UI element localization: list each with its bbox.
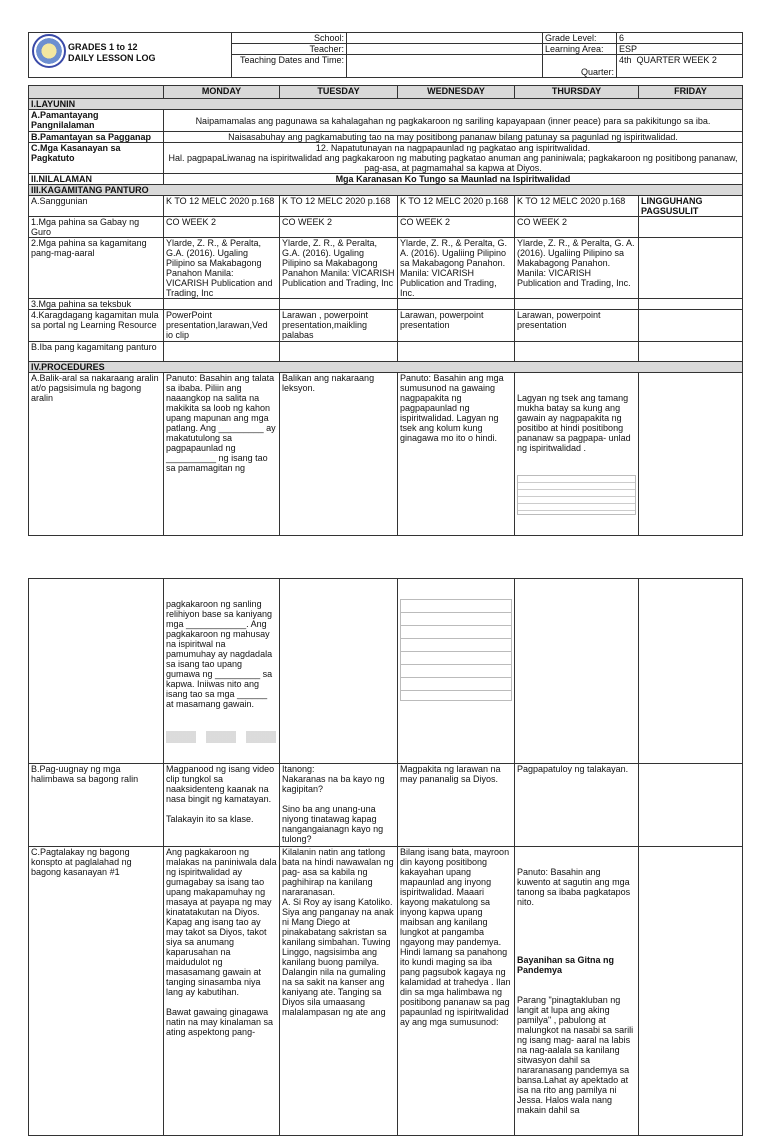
pagtalakay-thursday (515, 847, 639, 1136)
sanggunian-wednesday: K TO 12 MELC 2020 p.168 (398, 196, 515, 217)
pamantayan-sa-pagganap-label: B.Pamantayan sa Pagganap (29, 132, 164, 143)
learning-resource-tuesday: Larawan , powerpoint presentation,maikling palabas (280, 310, 398, 342)
gabay-monday: CO WEEK 2 (164, 217, 280, 238)
balik-aral-friday-continued (639, 579, 743, 764)
kasanayan-sa-pagkatuto-text: 12. Napatutunayan na nagpapaunlad ng pagkatao ang ispiritwalidad. Hal. pagpapaLiwanag na ispiritwalidad ang pagkakaroon ng mabuting pagkatao anuman ang paniniwala; pagkakaroon ng positibong pananaw, pag-asa, at pagmamahal sa kapwa at Diyos. (164, 143, 743, 174)
balik-aral-friday (639, 373, 743, 536)
pag-uugnay-wednesday: Magpakita ng larawan na may pananalig sa Diyos. (398, 764, 515, 847)
pagtalakay-label: C.Pagtalakay ng bagong konspto at paglalahad ng bagong kasanayan #1 (29, 847, 164, 1136)
nilalaman-text: Mga Karanasan Ko Tungo sa Maunlad na Ispiritwalidad (164, 174, 743, 185)
title-line-2: DAILY LESSON LOG (68, 53, 156, 63)
kagamitang-mag-aaral-monday: Ylarde, Z. R., & Peralta, G.A. (2016). Ugaling Pilipino sa Makabagong Panahon Manila: VICARISH Publication and Trading, Inc (164, 238, 280, 299)
school-label: School: (232, 33, 347, 44)
pagtalakay-tuesday: Kilalanin natin ang tatlong bata na hindi nawawalan ng pag- asa sa kabila ng paghihirap na kanilang nararanasan. A. Si Roy ay isang Katoliko. Siya ang panganay na anak ni Mang Diego at pinakabatang sakristan sa kanilang simbahan. Tuwing Linggo, nagsisimba ang kanilang buong pamilya. Dalangin nila na gumaling na sa sakit na kanser ang kaniyang ate. Tanging sa Diyos sila umaasang malalampasan ng ate ang (280, 847, 398, 1136)
section-kagamitang-panturo: III.KAGAMITANG PANTURO (29, 185, 743, 196)
iba-pang-kagamitan-label: B.Iba pang kagamitang panturo (29, 342, 164, 362)
balik-aral-tuesday-continued (280, 579, 398, 764)
checklist-image (517, 475, 636, 515)
learning-resource-thursday: Larawan, powerpoint presentation (515, 310, 639, 342)
kagamitang-mag-aaral-label: 2.Mga pahina sa kagamitang pang-mag-aaral (29, 238, 164, 299)
balik-aral-monday-continued (164, 579, 280, 764)
kasanayan-sa-pagkatuto-label: C.Mga Kasanayan sa Pagkatuto (29, 143, 164, 174)
learning-area-label: Learning Area: (543, 44, 617, 55)
pagtalakay-friday (639, 847, 743, 1136)
balik-aral-tuesday: Balikan ang nakaraang leksyon. (280, 373, 398, 536)
school-value (347, 33, 543, 44)
learning-resource-friday (639, 310, 743, 342)
pag-uugnay-friday (639, 764, 743, 847)
lesson-log-table (28, 85, 743, 536)
day-header-blank (29, 86, 164, 99)
learning-resource-label: 4.Karagdagang kagamitan mula sa portal ng Learning Resource (29, 310, 164, 342)
learning-resource-monday: PowerPoint presentation,larawan,Ved io clip (164, 310, 280, 342)
pag-uugnay-tuesday: Itanong: Nakaranas na ba kayo ng kagipitan? Sino ba ang unang-una niyong tinatawag kapag nangangaianagn kayo ng tulong? (280, 764, 398, 847)
sanggunian-tuesday: K TO 12 MELC 2020 p.168 (280, 196, 398, 217)
story-body: Parang "pinagtakluban ng langit at lupa ang aking pamilya" , pabulong at malungkot na nasabi sa sarili ng isang mag- aaral na labis na nag-aalala sa kanilang sitwasyon dahil sa nararanasang pandemya sa bansa.Lahat ay apektado at isa na rito ang pamilya ni Jessa. Halos wala nang makain dahil sa (517, 995, 636, 1115)
gabay-friday (639, 217, 743, 238)
word-box-image (166, 731, 277, 743)
sanggunian-monday: K TO 12 MELC 2020 p.168 (164, 196, 280, 217)
balik-aral-monday: Panuto: Basahin ang talata sa ibaba. Piliin ang naaangkop na salita na makikita sa loob ng kahon upang mapunan ang mga patlang. Ang _________ ay makatutulong sa pagpapaunlad ng __________ ng isang tao sa pamamagitan ng (164, 373, 280, 536)
teksbuk-label: 3.Mga pahina sa teksbuk (29, 299, 164, 310)
balik-aral-wednesday: Panuto: Basahin ang mga sumusunod na gawaing nagpapakita ng pagpapaunlad ng ispiritwalidad. Lagyan ng tsek ang kolum kung ginagawa mo ito o hindi. (398, 373, 515, 536)
kagamitang-mag-aaral-friday (639, 238, 743, 299)
balik-aral-thursday-continued (515, 579, 639, 764)
teaching-dates-label: Teaching Dates and Time: (232, 55, 347, 78)
balik-aral-thursday-text: Lagyan ng tsek ang tamang mukha batay sa kung ang gawain ay nagpapakita ng positibo at hindi positibong pananaw sa pagpapa- unlad ng ispiritwalidad . (517, 393, 634, 453)
section-nilalaman: II.NILALAMAN (29, 174, 164, 185)
gabay-label: 1.Mga pahina sa Gabay ng Guro (29, 217, 164, 238)
balik-aral-thursday (515, 373, 639, 536)
day-header-monday: MONDAY (164, 86, 280, 99)
pamantayan-sa-pagganap-text: Naisasabuhay ang pagkamabuting tao na may positibong pananaw bilang patunay sa pagunlad ng ispiritwalidad. (164, 132, 743, 143)
learning-resource-wednesday: Larawan, powerpoint presentation (398, 310, 515, 342)
kagamitang-mag-aaral-tuesday: Ylarde, Z. R., & Peralta, G.A. (2016). Ugaling Pilipino sa Makabagong Panahon Manila: VICARISH Publication and Trading, Inc (280, 238, 398, 299)
teacher-value (347, 44, 543, 55)
day-header-tuesday: TUESDAY (280, 86, 398, 99)
day-header-friday: FRIDAY (639, 86, 743, 99)
sanggunian-label: A.Sanggunian (29, 196, 164, 217)
pag-uugnay-label: B.Pag-uugnay ng mga halimbawa sa bagong ralin (29, 764, 164, 847)
pag-uugnay-thursday: Pagpapatuloy ng talakayan. (515, 764, 639, 847)
grade-level-value: 6 (617, 33, 743, 44)
header-table (28, 32, 743, 78)
kagamitang-mag-aaral-wednesday: Ylarde, Z. R., & Peralta, G. A. (2016). Ugaliing Pilipino sa Makabagong Panahon. Manila: VICARISH Publication and Trading, Inc. (398, 238, 515, 299)
section-procedures: IV.PROCEDURES (29, 362, 743, 373)
gabay-wednesday: CO WEEK 2 (398, 217, 515, 238)
learning-area-value: ESP (617, 44, 743, 55)
teaching-dates-value (347, 55, 543, 78)
quarter-value: 4th QUARTER WEEK 2 (617, 55, 743, 78)
quarter-label: Quarter: (543, 55, 617, 78)
grade-level-label: Grade Level: (543, 33, 617, 44)
balik-aral-wednesday-continued (398, 579, 515, 764)
day-header-thursday: THURSDAY (515, 86, 639, 99)
pagtalakay-monday: Ang pagkakaroon ng malakas na paniniwala dala ng ispiritwalidad ay gumagabay sa isang tao upang makapamuhay ng masaya at payapa ng may kinatatakutan na Diyos. Kapag ang isang tao ay may takot sa Diyos, takot siya sa anumang kaparusahan na maidudulot ng masasamang gawain at tanging sinasamba niya lang ay kabutihan. Bawat gawaing ginagawa natin na may kinalaman sa ating aspektong pang- (164, 847, 280, 1136)
pagtalakay-wednesday: Bilang isang bata, mayroon din kayong positibong kakayahan upang mapaunlad ang inyong ispiritwalidad. Maaari kayong makatulong sa inyong kapwa upang maibsan ang kanilang lungkot at pangamba ngayong may pandemya. Hindi lamang sa panahong ito kundi maging sa iba pang pagsubok kagaya ng kalamidad at trahedya . Ilan din sa mga halimbawa ng positibong pananaw sa pag papaunlad ng ispiritwalidad ay ang mga sumusunod: (398, 847, 515, 1136)
balik-aral-label: A.Balik-aral sa nakaraang aralin at/o pagsisimula ng bagong aralin (29, 373, 164, 536)
balik-aral-continued-label (29, 579, 164, 764)
pag-uugnay-monday: Magpanood ng isang video clip tungkol sa naaksidenteng kaanak na nasa bingit ng kamatayan. Talakayin ito sa klase. (164, 764, 280, 847)
checklist-table-image (400, 599, 512, 701)
pamantayang-pangnilalaman-label: A.Pamantayang Pangnilalaman (29, 110, 164, 132)
kagamitang-mag-aaral-thursday: Ylarde, Z. R., & Peralta, G. A. (2016). Ugaliing Pilipino sa Makabagong Panahon. Manila: VICARISH Publication and Trading, Inc. (515, 238, 639, 299)
lesson-log-table-continued (28, 578, 743, 1136)
pagtalakay-thursday-intro: Panuto: Basahin ang kuwento at sagutin ang mga tanong sa ibaba pagkatapos nito. (517, 867, 633, 907)
story-title: Bayanihan sa Gitna ng Pandemya (517, 955, 617, 975)
teacher-label: Teacher: (232, 44, 347, 55)
section-layunin: I.LAYUNIN (29, 99, 743, 110)
sanggunian-friday: LINGGUHANG PAGSUSULIT (639, 196, 743, 217)
pamantayang-pangnilalaman-text: Naipamamalas ang pagunawa sa kahalagahan ng pagkakaroon ng sariling kapayapaan (inner peace) para sa pakikitungo sa iba. (164, 110, 743, 132)
day-header-wednesday: WEDNESDAY (398, 86, 515, 99)
sanggunian-thursday: K TO 12 MELC 2020 p.168 (515, 196, 639, 217)
header-title-cell (29, 33, 232, 78)
balik-aral-monday-continued-text: pagkakaroon ng sanling relihiyon base sa kaniyang mga ____________. Ang pagkakaroon ng mahusay na ispiritwal na pamumuhay ay nagdadala sa isang tao upang gumawa ng _________ sa kapwa. Iniiwas nito ang isang tao sa mga ______ at masamang gawain. (166, 599, 275, 709)
title-line-1: GRADES 1 to 12 (68, 42, 138, 52)
gabay-thursday: CO WEEK 2 (515, 217, 639, 238)
gabay-tuesday: CO WEEK 2 (280, 217, 398, 238)
